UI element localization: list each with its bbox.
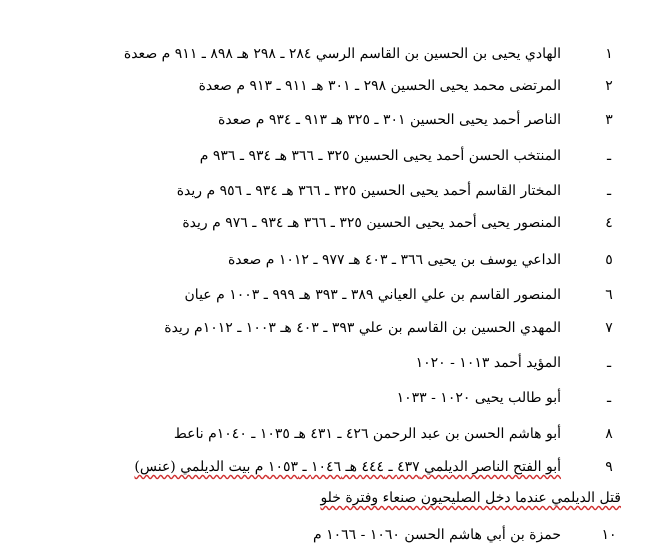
list-item: [0, 181, 666, 211]
item-text: حمزة بن أبي هاشم الحسن ١٠٦٠ - ١٠٦٦ م: [312, 527, 561, 543]
list-item: [0, 146, 666, 176]
list-item: [0, 250, 666, 280]
note-text: قتل الديلمي عندما دخل الصليحيون صنعاء وفترة خلو: [320, 490, 621, 506]
item-number: ـ: [606, 390, 612, 406]
item-text: الداعي يوسف بن يحيى ٣٦٦ ـ ٤٠٣ هـ ٩٧٧ ـ ١٠١٢ م صعدة: [227, 252, 561, 268]
item-text: المرتضى محمد يحيى الحسين ٢٩٨ ـ ٣٠١ هـ ٩١١ ـ ٩١٣ م صعدة: [198, 78, 561, 94]
item-text: الناصر أحمد يحيى الحسين ٣٠١ ـ ٣٢٥ هـ ٩١٣ ـ ٩٣٤ م صعدة: [217, 112, 561, 128]
list-item: [0, 388, 666, 418]
list-item: [0, 213, 666, 243]
list-item: [0, 76, 666, 106]
list-item: [0, 525, 666, 555]
list-item: [0, 285, 666, 315]
item-text: المنتخب الحسن أحمد يحيى الحسين ٣٢٥ ـ ٣٦٦ هـ ٩٣٤ ـ ٩٣٦ م: [199, 148, 561, 164]
item-text: أبو هاشم الحسن بن عبد الرحمن ٤٢٦ ـ ٤٣١ هـ ١٠٣٥ ـ ١٠٤٠م ناعط: [173, 426, 561, 442]
item-number: ٦: [605, 287, 613, 303]
item-text: أبو طالب يحيى ١٠٢٠ - ١٠٣٣: [396, 390, 561, 406]
item-number: ـ: [606, 183, 612, 199]
item-text: المختار القاسم أحمد يحيى الحسين ٣٢٥ ـ ٣٦٦ هـ ٩٣٤ ـ ٩٥٦ م ريدة: [176, 183, 561, 199]
item-number: ٢: [605, 78, 613, 94]
item-number: ٨: [605, 426, 613, 442]
item-number: ٧: [605, 320, 613, 336]
item-number: ٣: [605, 112, 613, 128]
item-text: أبو الفتح الناصر الديلمي ٤٣٧ ـ ٤٤٤ هـ ١٠٤٦ ـ ١٠٥٣ م بيت الديلمي (عنس): [134, 459, 561, 475]
item-number: ٤: [605, 215, 613, 231]
item-text: المنصور القاسم بن علي العياني ٣٨٩ ـ ٣٩٣ هـ ٩٩٩ ـ ١٠٠٣ م عيان: [184, 287, 561, 303]
list-item: [0, 110, 666, 140]
item-number: ٥: [605, 252, 613, 268]
item-number: ١٠: [601, 527, 617, 543]
item-number: ـ: [606, 355, 612, 371]
list-item: [0, 318, 666, 348]
list-item: [0, 424, 666, 454]
item-text: الهادي يحيى بن الحسين بن القاسم الرسي ٢٨٤ ـ ٢٩٨ هـ ٨٩٨ ـ ٩١١ م صعدة: [123, 46, 561, 62]
item-number: ١: [605, 46, 613, 62]
list-item: [0, 353, 666, 383]
item-text: المهدي الحسين بن القاسم بن علي ٣٩٣ ـ ٤٠٣ هـ ١٠٠٣ ـ ١٠١٢م ريدة: [164, 320, 561, 336]
item-number: ٩: [605, 459, 613, 475]
list-item: [0, 44, 666, 74]
note-line: [0, 488, 666, 518]
item-text: المؤيد أحمد ١٠١٣ - ١٠٢٠: [415, 355, 561, 371]
list-item: [0, 457, 666, 487]
item-number: ـ: [606, 148, 612, 164]
item-text: المنصور يحيى أحمد يحيى الحسين ٣٢٥ ـ ٣٦٦ هـ ٩٣٤ ـ ٩٧٦ م ريدة: [182, 215, 561, 231]
